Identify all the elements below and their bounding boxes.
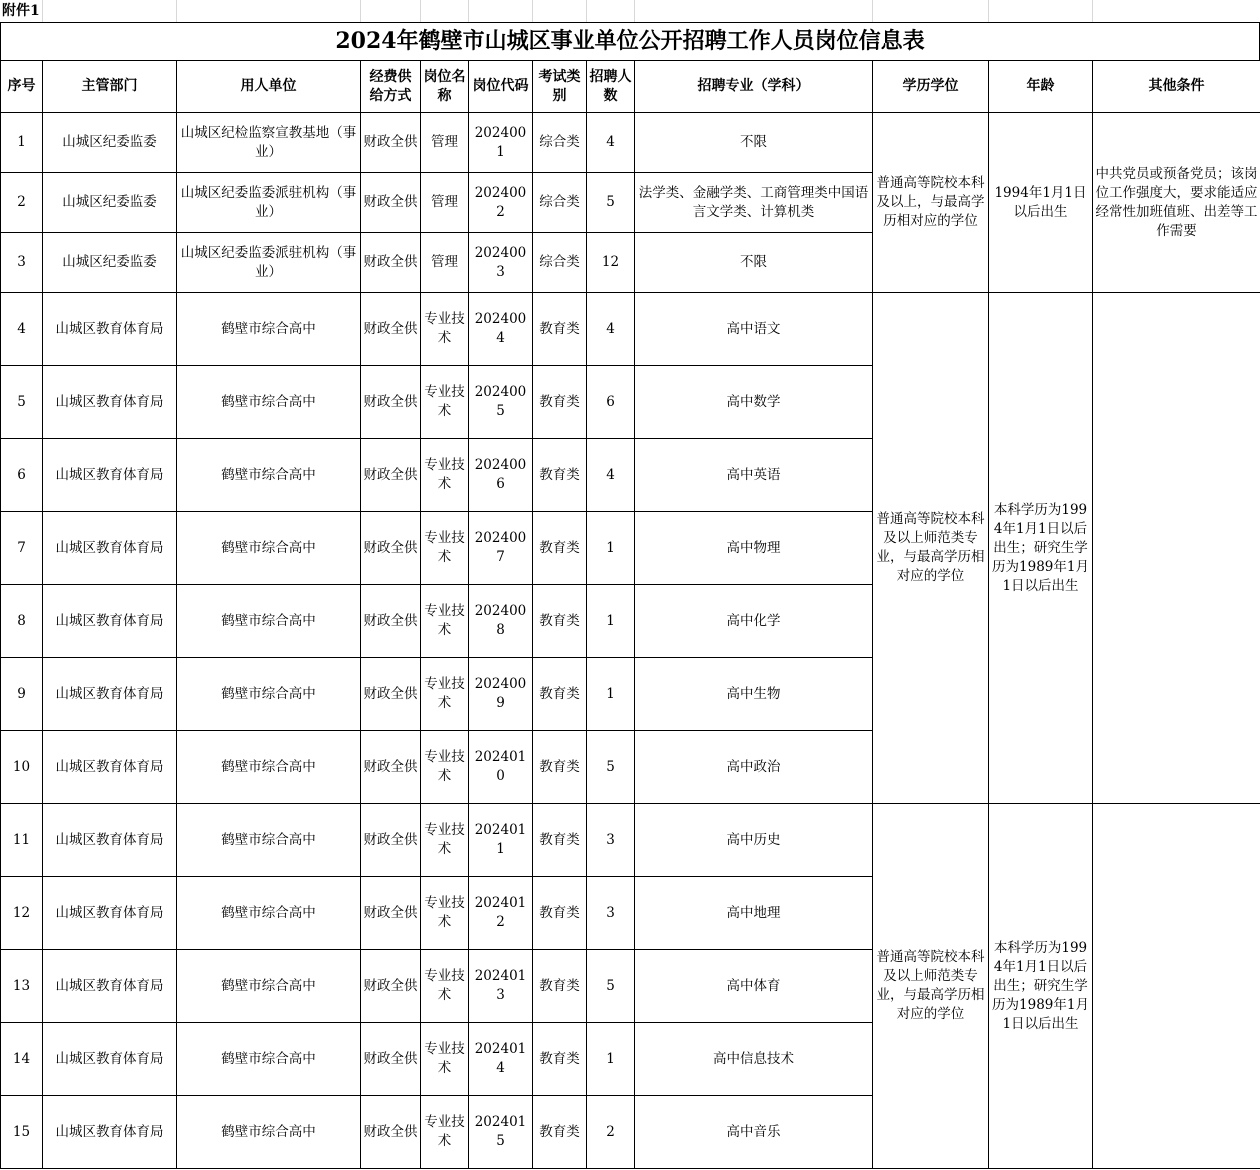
cell-funding: 财政全供 (361, 233, 421, 293)
cell-funding: 财政全供 (361, 366, 421, 439)
cell-seq: 2 (1, 173, 43, 233)
cell-count: 3 (587, 877, 635, 950)
cell-age: 本科学历为1994年1月1日以后出生；研究生学历为1989年1月1日以后出生 (989, 293, 1093, 804)
header-count: 招聘人数 (587, 61, 635, 113)
cell-unit: 鹤壁市综合高中 (177, 439, 361, 512)
header-major: 招聘专业（学科） (635, 61, 873, 113)
cell-post-code: 2024007 (469, 512, 533, 585)
cell-unit: 山城区纪委监委派驻机构（事业） (177, 173, 361, 233)
cell-count: 4 (587, 439, 635, 512)
cell-post-code: 2024009 (469, 658, 533, 731)
cell-post-name: 专业技术 (421, 1023, 469, 1096)
cell-dept: 山城区教育体育局 (43, 1096, 177, 1169)
cell-age: 本科学历为1994年1月1日以后出生；研究生学历为1989年1月1日以后出生 (989, 804, 1093, 1169)
cell-major: 法学类、金融学类、工商管理类中国语言文学类、计算机类 (635, 173, 873, 233)
cell-exam: 教育类 (533, 1096, 587, 1169)
header-post-name: 岗位名称 (421, 61, 469, 113)
cell-major: 高中地理 (635, 877, 873, 950)
header-post-code: 岗位代码 (469, 61, 533, 113)
cell-dept: 山城区教育体育局 (43, 293, 177, 366)
cell-major: 高中生物 (635, 658, 873, 731)
header-age: 年龄 (989, 61, 1093, 113)
sheet-gridline (586, 0, 587, 22)
cell-seq: 12 (1, 877, 43, 950)
cell-post-code: 2024002 (469, 173, 533, 233)
cell-major: 高中历史 (635, 804, 873, 877)
cell-dept: 山城区教育体育局 (43, 439, 177, 512)
cell-post-name: 专业技术 (421, 731, 469, 804)
cell-edu: 普通高等院校本科及以上师范类专业，与最高学历相对应的学位 (873, 804, 989, 1169)
cell-exam: 教育类 (533, 293, 587, 366)
cell-post-code: 2024015 (469, 1096, 533, 1169)
cell-seq: 9 (1, 658, 43, 731)
cell-unit: 鹤壁市综合高中 (177, 658, 361, 731)
cell-exam: 综合类 (533, 173, 587, 233)
attachment-label: 附件1 (2, 3, 40, 19)
sheet-gridline (872, 0, 873, 22)
cell-seq: 6 (1, 439, 43, 512)
cell-unit: 山城区纪检监察宣教基地（事业） (177, 113, 361, 173)
sheet-gridline (532, 0, 533, 22)
cell-funding: 财政全供 (361, 731, 421, 804)
cell-exam: 教育类 (533, 1023, 587, 1096)
cell-post-name: 专业技术 (421, 512, 469, 585)
positions-table (0, 60, 1260, 1169)
cell-funding: 财政全供 (361, 1096, 421, 1169)
cell-major: 高中物理 (635, 512, 873, 585)
cell-dept: 山城区纪委监委 (43, 233, 177, 293)
cell-funding: 财政全供 (361, 950, 421, 1023)
cell-major: 高中英语 (635, 439, 873, 512)
header-dept: 主管部门 (43, 61, 177, 113)
cell-count: 5 (587, 173, 635, 233)
cell-exam: 教育类 (533, 512, 587, 585)
cell-seq: 15 (1, 1096, 43, 1169)
cell-count: 1 (587, 585, 635, 658)
cell-exam: 教育类 (533, 366, 587, 439)
cell-post-code: 2024003 (469, 233, 533, 293)
cell-funding: 财政全供 (361, 658, 421, 731)
cell-other (1093, 804, 1260, 1169)
cell-funding: 财政全供 (361, 113, 421, 173)
cell-unit: 鹤壁市综合高中 (177, 950, 361, 1023)
cell-dept: 山城区教育体育局 (43, 804, 177, 877)
header-unit: 用人单位 (177, 61, 361, 113)
cell-seq: 13 (1, 950, 43, 1023)
cell-post-code: 2024008 (469, 585, 533, 658)
cell-major: 高中音乐 (635, 1096, 873, 1169)
cell-count: 1 (587, 512, 635, 585)
cell-unit: 鹤壁市综合高中 (177, 804, 361, 877)
cell-unit: 鹤壁市综合高中 (177, 1023, 361, 1096)
cell-post-code: 2024010 (469, 731, 533, 804)
cell-seq: 7 (1, 512, 43, 585)
cell-funding: 财政全供 (361, 439, 421, 512)
cell-edu: 普通高等院校本科及以上，与最高学历相对应的学位 (873, 113, 989, 293)
cell-dept: 山城区教育体育局 (43, 1023, 177, 1096)
cell-post-code: 2024005 (469, 366, 533, 439)
page-title: 2024年鹤壁市山城区事业单位公开招聘工作人员岗位信息表 (0, 22, 1260, 60)
cell-dept: 山城区教育体育局 (43, 585, 177, 658)
cell-unit: 鹤壁市综合高中 (177, 293, 361, 366)
cell-seq: 8 (1, 585, 43, 658)
cell-major: 高中信息技术 (635, 1023, 873, 1096)
cell-exam: 教育类 (533, 658, 587, 731)
cell-seq: 4 (1, 293, 43, 366)
cell-dept: 山城区教育体育局 (43, 877, 177, 950)
cell-count: 2 (587, 1096, 635, 1169)
cell-age: 1994年1月1日以后出生 (989, 113, 1093, 293)
cell-post-code: 2024013 (469, 950, 533, 1023)
cell-count: 1 (587, 658, 635, 731)
cell-dept: 山城区教育体育局 (43, 950, 177, 1023)
cell-edu: 普通高等院校本科及以上师范类专业，与最高学历相对应的学位 (873, 293, 989, 804)
header-funding: 经费供给方式 (361, 61, 421, 113)
cell-count: 5 (587, 731, 635, 804)
cell-seq: 10 (1, 731, 43, 804)
table-row (1, 113, 1260, 173)
cell-count: 3 (587, 804, 635, 877)
cell-other: 中共党员或预备党员；该岗位工作强度大，要求能适应经常性加班值班、出差等工作需要 (1093, 113, 1260, 293)
cell-post-name: 专业技术 (421, 439, 469, 512)
cell-exam: 综合类 (533, 113, 587, 173)
sheet-gridline (634, 0, 635, 22)
cell-post-code: 2024012 (469, 877, 533, 950)
cell-major: 高中化学 (635, 585, 873, 658)
header-row (1, 61, 1260, 113)
header-other: 其他条件 (1093, 61, 1260, 113)
cell-post-code: 2024004 (469, 293, 533, 366)
cell-exam: 教育类 (533, 950, 587, 1023)
cell-dept: 山城区纪委监委 (43, 113, 177, 173)
cell-other (1093, 293, 1260, 804)
cell-count: 12 (587, 233, 635, 293)
header-seq: 序号 (1, 61, 43, 113)
cell-unit: 鹤壁市综合高中 (177, 877, 361, 950)
cell-post-name: 管理 (421, 233, 469, 293)
table-row (1, 293, 1260, 366)
cell-funding: 财政全供 (361, 804, 421, 877)
cell-unit: 鹤壁市综合高中 (177, 366, 361, 439)
cell-seq: 14 (1, 1023, 43, 1096)
table-row (1, 804, 1260, 877)
cell-post-code: 2024011 (469, 804, 533, 877)
cell-unit: 鹤壁市综合高中 (177, 731, 361, 804)
cell-post-name: 管理 (421, 113, 469, 173)
sheet-gridline (42, 0, 43, 22)
cell-unit: 鹤壁市综合高中 (177, 512, 361, 585)
cell-funding: 财政全供 (361, 512, 421, 585)
cell-count: 4 (587, 293, 635, 366)
cell-exam: 教育类 (533, 731, 587, 804)
cell-major: 高中语文 (635, 293, 873, 366)
cell-seq: 3 (1, 233, 43, 293)
cell-funding: 财政全供 (361, 293, 421, 366)
cell-post-name: 专业技术 (421, 1096, 469, 1169)
cell-dept: 山城区教育体育局 (43, 731, 177, 804)
cell-dept: 山城区教育体育局 (43, 512, 177, 585)
cell-exam: 教育类 (533, 877, 587, 950)
sheet-gridline (468, 0, 469, 22)
header-exam: 考试类别 (533, 61, 587, 113)
cell-post-code: 2024001 (469, 113, 533, 173)
sheet-gridline (1092, 0, 1093, 22)
cell-major: 高中体育 (635, 950, 873, 1023)
cell-funding: 财政全供 (361, 585, 421, 658)
cell-post-code: 2024014 (469, 1023, 533, 1096)
cell-dept: 山城区教育体育局 (43, 366, 177, 439)
cell-major: 不限 (635, 233, 873, 293)
cell-post-name: 专业技术 (421, 585, 469, 658)
cell-count: 4 (587, 113, 635, 173)
cell-seq: 11 (1, 804, 43, 877)
cell-unit: 鹤壁市综合高中 (177, 585, 361, 658)
cell-funding: 财政全供 (361, 173, 421, 233)
cell-exam: 教育类 (533, 439, 587, 512)
cell-dept: 山城区纪委监委 (43, 173, 177, 233)
cell-funding: 财政全供 (361, 1023, 421, 1096)
cell-post-name: 专业技术 (421, 950, 469, 1023)
cell-post-name: 专业技术 (421, 658, 469, 731)
sheet-gridline (360, 0, 361, 22)
sheet-gridline (988, 0, 989, 22)
cell-post-name: 专业技术 (421, 366, 469, 439)
cell-unit: 鹤壁市综合高中 (177, 1096, 361, 1169)
cell-post-name: 专业技术 (421, 293, 469, 366)
cell-count: 5 (587, 950, 635, 1023)
sheet-gridline (176, 0, 177, 22)
cell-major: 不限 (635, 113, 873, 173)
cell-funding: 财政全供 (361, 877, 421, 950)
cell-count: 1 (587, 1023, 635, 1096)
cell-exam: 教育类 (533, 804, 587, 877)
cell-post-name: 管理 (421, 173, 469, 233)
cell-post-name: 专业技术 (421, 877, 469, 950)
cell-exam: 综合类 (533, 233, 587, 293)
header-edu: 学历学位 (873, 61, 989, 113)
cell-count: 6 (587, 366, 635, 439)
sheet-gridline (420, 0, 421, 22)
cell-post-name: 专业技术 (421, 804, 469, 877)
cell-post-code: 2024006 (469, 439, 533, 512)
cell-seq: 1 (1, 113, 43, 173)
cell-unit: 山城区纪委监委派驻机构（事业） (177, 233, 361, 293)
cell-seq: 5 (1, 366, 43, 439)
cell-major: 高中政治 (635, 731, 873, 804)
cell-major: 高中数学 (635, 366, 873, 439)
cell-exam: 教育类 (533, 585, 587, 658)
cell-dept: 山城区教育体育局 (43, 658, 177, 731)
